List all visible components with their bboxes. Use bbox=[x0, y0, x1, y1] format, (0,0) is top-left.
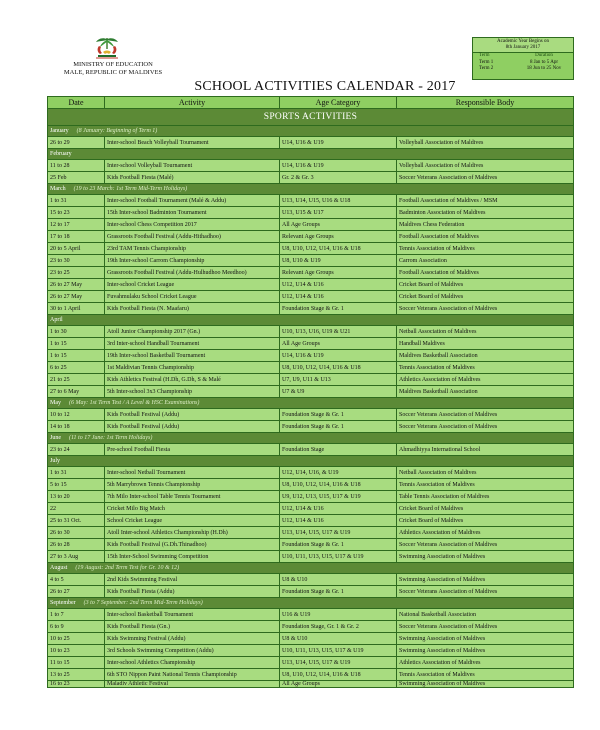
month-note bbox=[63, 317, 71, 323]
month-row bbox=[48, 456, 574, 467]
month-header bbox=[48, 598, 574, 609]
age-category-cell: U8, U10, U12, U14, U16 & U18 bbox=[280, 362, 397, 374]
date-cell: 20 to 5 April bbox=[48, 243, 105, 255]
responsible-body-cell: Cricket Board of Maldives bbox=[397, 279, 574, 291]
responsible-body-cell: Soccer Veterans Association of Maldives bbox=[397, 409, 574, 421]
month-row bbox=[48, 598, 574, 609]
activity-cell: Pre-school Football Fiesta bbox=[105, 444, 280, 456]
month-note: (11 to 17 June: 1st Term Holidays) bbox=[69, 435, 153, 441]
table-row bbox=[48, 527, 574, 539]
month-note: (3 to 7 September: 2nd Term Mid-Term Holidays) bbox=[83, 600, 203, 606]
activity-cell: Atoll Junior Championship 2017 (Gn.) bbox=[105, 326, 280, 338]
responsible-body-cell: Athletics Association of Maldives bbox=[397, 374, 574, 386]
table-row bbox=[48, 326, 574, 338]
responsible-body-cell: Football Association of Maldives bbox=[397, 231, 574, 243]
activity-cell: 5th Inter-school 3x3 Championship bbox=[105, 386, 280, 398]
academic-year-start: 8th January 2017 bbox=[505, 45, 541, 50]
responsible-body-cell: Soccer Veterans Association of Maldives bbox=[397, 303, 574, 315]
table-row bbox=[48, 657, 574, 669]
date-cell: 21 to 25 bbox=[48, 374, 105, 386]
table-row bbox=[48, 479, 574, 491]
month-row bbox=[48, 398, 574, 409]
month-header bbox=[48, 456, 574, 467]
date-cell: 27 to 6 May bbox=[48, 386, 105, 398]
table-row bbox=[48, 231, 574, 243]
responsible-body-cell: Swimming Association of Maldives bbox=[397, 633, 574, 645]
month-name: September bbox=[50, 600, 76, 606]
age-category-cell: All Age Groups bbox=[280, 219, 397, 231]
age-category-cell: U13, U15 & U17 bbox=[280, 207, 397, 219]
age-category-cell: U8 & U10 bbox=[280, 574, 397, 586]
activity-cell: 2nd Kids Swimming Festival bbox=[105, 574, 280, 586]
age-category-cell: All Age Groups bbox=[280, 681, 397, 688]
date-cell: 27 to 3 Aug bbox=[48, 551, 105, 563]
age-category-cell: U12, U14 & U16 bbox=[280, 503, 397, 515]
age-category-cell: U14, U16 & U19 bbox=[280, 350, 397, 362]
responsible-body-cell: Table Tennis Association of Maldives bbox=[397, 491, 574, 503]
activity-cell: 15th Inter-School Swimming Competition bbox=[105, 551, 280, 563]
table-row bbox=[48, 255, 574, 267]
month-name: June bbox=[50, 435, 61, 441]
age-category-cell: U8, U10, U12, U14, U16 & U18 bbox=[280, 669, 397, 681]
month-name: May bbox=[50, 400, 61, 406]
activity-cell: Kids Football Festival (G.Dh.Thinadhoo) bbox=[105, 539, 280, 551]
table-row bbox=[48, 609, 574, 621]
responsible-body-cell: Netball Association of Maldives bbox=[397, 467, 574, 479]
table-row bbox=[48, 515, 574, 527]
activity-cell: 6th STO Nippon Paint National Tennis Championship bbox=[105, 669, 280, 681]
responsible-body-cell: Tennis Association of Maldives bbox=[397, 362, 574, 374]
responsible-body-cell: Cricket Board of Maldives bbox=[397, 503, 574, 515]
table-row bbox=[48, 574, 574, 586]
responsible-body-cell: Football Association of Maldives / MSM bbox=[397, 195, 574, 207]
responsible-body-cell: National Basketball Association bbox=[397, 609, 574, 621]
activity-cell: 15th Inter-school Badminton Tournament bbox=[105, 207, 280, 219]
responsible-body-cell: Soccer Veterans Association of Maldives bbox=[397, 421, 574, 433]
date-cell: 15 to 23 bbox=[48, 207, 105, 219]
age-category-cell: U8 & U10 bbox=[280, 633, 397, 645]
activity-cell: 7th Milo Inter-school Table Tennis Tournament bbox=[105, 491, 280, 503]
date-cell: 30 to 1 April bbox=[48, 303, 105, 315]
month-header bbox=[48, 149, 574, 160]
month-note: (6 May: 1st Term Test / A Level & HSC Examinations) bbox=[69, 400, 200, 406]
month-header bbox=[48, 126, 574, 137]
age-category-cell: Foundation Stage, Gr. 1 & Gr. 2 bbox=[280, 621, 397, 633]
responsible-body-cell: Handball Maldives bbox=[397, 338, 574, 350]
age-category-cell: U8, U10 & U19 bbox=[280, 255, 397, 267]
date-cell: 16 to 23 bbox=[48, 681, 105, 688]
date-cell: 1 to 7 bbox=[48, 609, 105, 621]
date-cell: 25 to 31 Oct. bbox=[48, 515, 105, 527]
table-row bbox=[48, 669, 574, 681]
date-cell: 17 to 18 bbox=[48, 231, 105, 243]
activity-cell: 23rd TAM Tennis Championship bbox=[105, 243, 280, 255]
table-row bbox=[48, 386, 574, 398]
age-category-cell: U7 & U9 bbox=[280, 386, 397, 398]
date-cell: 6 to 9 bbox=[48, 621, 105, 633]
date-cell: 11 to 15 bbox=[48, 657, 105, 669]
activity-column-header: Activity bbox=[105, 97, 280, 109]
activity-cell: Inter-school Netball Tournament bbox=[105, 467, 280, 479]
date-cell: 1 to 31 bbox=[48, 195, 105, 207]
responsible-body-cell: Cricket Board of Maldives bbox=[397, 515, 574, 527]
date-cell: 25 Feb bbox=[48, 172, 105, 184]
date-cell: 6 to 25 bbox=[48, 362, 105, 374]
table-row bbox=[48, 621, 574, 633]
age-category-cell: Foundation Stage & Gr. 1 bbox=[280, 586, 397, 598]
age-category-cell: U9, U12, U13, U15, U17 & U19 bbox=[280, 491, 397, 503]
date-cell: 22 bbox=[48, 503, 105, 515]
activity-cell: 3rd Schools Swimming Competition (Addu) bbox=[105, 645, 280, 657]
month-name: January bbox=[50, 128, 69, 134]
activity-cell: 19th Inter-school Basketball Tournament bbox=[105, 350, 280, 362]
date-cell: 23 to 24 bbox=[48, 444, 105, 456]
table-row bbox=[48, 267, 574, 279]
date-cell: 23 to 25 bbox=[48, 267, 105, 279]
date-cell: 26 to 27 bbox=[48, 586, 105, 598]
responsible-body-column-header: Responsible Body bbox=[397, 97, 574, 109]
term-row bbox=[473, 66, 573, 73]
term-name: Term 1 bbox=[479, 59, 494, 65]
table-row bbox=[48, 362, 574, 374]
date-cell: 1 to 15 bbox=[48, 350, 105, 362]
age-category-cell: U16 & U19 bbox=[280, 609, 397, 621]
responsible-body-cell: Swimming Association of Maldives bbox=[397, 645, 574, 657]
table-row bbox=[48, 409, 574, 421]
responsible-body-cell: Tennis Association of Maldives bbox=[397, 669, 574, 681]
table-row bbox=[48, 338, 574, 350]
date-cell: 4 to 5 bbox=[48, 574, 105, 586]
age-category-cell: All Age Groups bbox=[280, 338, 397, 350]
date-cell: 26 to 27 May bbox=[48, 279, 105, 291]
activity-cell: Inter-school Athletics Championship bbox=[105, 657, 280, 669]
activity-cell: Inter-school Basketball Tournament bbox=[105, 609, 280, 621]
date-cell: 26 to 28 bbox=[48, 539, 105, 551]
table-row bbox=[48, 172, 574, 184]
month-row bbox=[48, 126, 574, 137]
table-body bbox=[48, 109, 574, 688]
activity-cell: Inter-school Chess Competition 2017 bbox=[105, 219, 280, 231]
age-category-cell: U14, U16 & U19 bbox=[280, 137, 397, 149]
date-cell: 26 to 29 bbox=[48, 137, 105, 149]
date-cell: 1 to 31 bbox=[48, 467, 105, 479]
age-category-cell: U13, U14, U15, U17 & U19 bbox=[280, 657, 397, 669]
month-header bbox=[48, 433, 574, 444]
term-name: Term 2 bbox=[479, 66, 494, 72]
month-note bbox=[60, 458, 68, 464]
month-name: July bbox=[50, 458, 61, 464]
responsible-body-cell: Soccer Veterans Association of Maldives bbox=[397, 172, 574, 184]
responsible-body-cell: Maldives Basketball Association bbox=[397, 386, 574, 398]
table-row bbox=[48, 551, 574, 563]
table-row bbox=[48, 681, 574, 688]
age-category-cell: U8, U10, U12, U14, U16 & U18 bbox=[280, 243, 397, 255]
age-category-cell: Relevant Age Groups bbox=[280, 267, 397, 279]
responsible-body-cell: Netball Association of Maldives bbox=[397, 326, 574, 338]
activity-cell: Kids Football Fiesta (Malé) bbox=[105, 172, 280, 184]
date-cell: 12 to 17 bbox=[48, 219, 105, 231]
date-cell: 13 to 20 bbox=[48, 491, 105, 503]
date-cell: 1 to 15 bbox=[48, 338, 105, 350]
activity-cell: School Cricket League bbox=[105, 515, 280, 527]
date-cell: 23 to 30 bbox=[48, 255, 105, 267]
activity-cell: Kids Athletics Festival (H.Dh, G.Dh, S & Malé bbox=[105, 374, 280, 386]
table-row bbox=[48, 243, 574, 255]
month-note: (8 January: Beginning of Term 1) bbox=[76, 128, 158, 134]
activity-cell: 1st Maldivian Tennis Championship bbox=[105, 362, 280, 374]
age-category-cell: Foundation Stage & Gr. 1 bbox=[280, 421, 397, 433]
table-row bbox=[48, 207, 574, 219]
section-row bbox=[48, 109, 574, 126]
responsible-body-cell: Badminton Association of Maldives bbox=[397, 207, 574, 219]
activity-cell: Maladiv Athletic Festival bbox=[105, 681, 280, 688]
age-category-cell: Relevant Age Groups bbox=[280, 231, 397, 243]
activity-cell: Inter-school Beach Volleyball Tournament bbox=[105, 137, 280, 149]
month-name: August bbox=[50, 565, 68, 571]
responsible-body-cell: Maldives Chess Federation bbox=[397, 219, 574, 231]
activities-table bbox=[47, 96, 574, 688]
table-row bbox=[48, 279, 574, 291]
responsible-body-cell: Athletics Association of Maldives bbox=[397, 657, 574, 669]
age-category-cell: Foundation Stage & Gr. 1 bbox=[280, 409, 397, 421]
date-cell: 26 to 27 May bbox=[48, 291, 105, 303]
date-cell: 14 to 18 bbox=[48, 421, 105, 433]
table-row bbox=[48, 291, 574, 303]
age-category-cell: U12, U14 & U16 bbox=[280, 279, 397, 291]
responsible-body-cell: Soccer Veterans Association of Maldives bbox=[397, 586, 574, 598]
month-note: (19 to 23 March: 1st Term Mid-Term Holidays) bbox=[73, 186, 188, 192]
term-duration: 18 Jun to 25 Nov bbox=[526, 66, 562, 72]
activity-cell: Kids Football Fiesta (N. Maafaru) bbox=[105, 303, 280, 315]
age-category-cell: U12, U14, U16, & U19 bbox=[280, 467, 397, 479]
table-row bbox=[48, 645, 574, 657]
table-row bbox=[48, 467, 574, 479]
month-row bbox=[48, 149, 574, 160]
date-cell: 13 to 25 bbox=[48, 669, 105, 681]
responsible-body-cell: Cricket Board of Maldives bbox=[397, 291, 574, 303]
age-category-cell: U13, U14, U15, U16 & U18 bbox=[280, 195, 397, 207]
date-cell: 26 to 30 bbox=[48, 527, 105, 539]
activity-cell: 5th Marrybrown Tennis Championship bbox=[105, 479, 280, 491]
age-category-cell: Foundation Stage & Gr. 1 bbox=[280, 303, 397, 315]
age-category-cell: Gr. 2 & Gr. 3 bbox=[280, 172, 397, 184]
responsible-body-cell: Tennis Association of Maldives bbox=[397, 243, 574, 255]
month-name: March bbox=[50, 186, 66, 192]
table-row bbox=[48, 195, 574, 207]
ministry-name: MINISTRY OF EDUCATION bbox=[73, 61, 153, 68]
table-row bbox=[48, 586, 574, 598]
activity-cell: Grassroots Football Festival (Addu-Hithadhoo) bbox=[105, 231, 280, 243]
age-category-cell: U12, U14 & U16 bbox=[280, 291, 397, 303]
age-category-cell: U14, U16 & U19 bbox=[280, 160, 397, 172]
activity-cell: 3rd Inter-school Handball Tournament bbox=[105, 338, 280, 350]
activity-cell: Kids Football Festival (Addu) bbox=[105, 409, 280, 421]
responsible-body-cell: Maldives Basketball Association bbox=[397, 350, 574, 362]
activity-cell: Inter-school Football Tournament (Malé & Addu) bbox=[105, 195, 280, 207]
date-cell: 10 to 25 bbox=[48, 633, 105, 645]
month-note bbox=[72, 151, 80, 157]
activity-cell: Atoll Inter-school Athletics Championship (H.Dh) bbox=[105, 527, 280, 539]
table-row bbox=[48, 421, 574, 433]
age-category-cell: Foundation Stage bbox=[280, 444, 397, 456]
activity-cell: Kids Football Fiesta (Gn.) bbox=[105, 621, 280, 633]
table-row bbox=[48, 219, 574, 231]
term-table bbox=[473, 53, 573, 73]
section-title: SPORTS ACTIVITIES bbox=[48, 109, 574, 126]
month-row bbox=[48, 563, 574, 574]
month-name: April bbox=[50, 317, 63, 323]
table-row bbox=[48, 303, 574, 315]
month-header bbox=[48, 398, 574, 409]
responsible-body-cell: Soccer Veterans Association of Maldives bbox=[397, 621, 574, 633]
activity-cell: 19th Inter-school Carrom Championship bbox=[105, 255, 280, 267]
table-row bbox=[48, 444, 574, 456]
date-cell: 10 to 12 bbox=[48, 409, 105, 421]
month-name: February bbox=[50, 151, 72, 157]
date-cell: 11 to 28 bbox=[48, 160, 105, 172]
responsible-body-cell: Athletics Association of Maldives bbox=[397, 527, 574, 539]
maldives-emblem-icon bbox=[90, 36, 124, 60]
responsible-body-cell: Ahmadhiyya International School bbox=[397, 444, 574, 456]
activity-cell: Fuvahmulaku School Cricket League bbox=[105, 291, 280, 303]
academic-year-title: Academic Year Begins on bbox=[497, 39, 549, 44]
activity-cell: Inter-school Volleyball Tournament bbox=[105, 160, 280, 172]
activity-cell: Cricket Milo Big Match bbox=[105, 503, 280, 515]
activity-cell: Kids Football Festival (Addu) bbox=[105, 421, 280, 433]
age-category-cell: U10, U13, U16, U19 & U21 bbox=[280, 326, 397, 338]
table-row bbox=[48, 539, 574, 551]
table-row bbox=[48, 374, 574, 386]
table-row bbox=[48, 503, 574, 515]
month-row bbox=[48, 433, 574, 444]
responsible-body-cell: Swimming Association of Maldives bbox=[397, 574, 574, 586]
age-category-cell: Foundation Stage & Gr. 1 bbox=[280, 539, 397, 551]
page-title: SCHOOL ACTIVITIES CALENDAR - 2017 bbox=[194, 79, 456, 94]
table-row bbox=[48, 350, 574, 362]
age-category-cell: U10, U11, U13, U15, U17 & U19 bbox=[280, 551, 397, 563]
age-category-cell: U13, U14, U15, U17 & U19 bbox=[280, 527, 397, 539]
month-note: (19 August: 2nd Term Test for Gr. 10 & 12) bbox=[75, 565, 180, 571]
month-header bbox=[48, 315, 574, 326]
age-category-cell: U12, U14 & U16 bbox=[280, 515, 397, 527]
responsible-body-cell: Carrom Association bbox=[397, 255, 574, 267]
table-row bbox=[48, 137, 574, 149]
age-category-cell: U10, U11, U13, U15, U17 & U19 bbox=[280, 645, 397, 657]
responsible-body-cell: Swimming Association of Maldives bbox=[397, 681, 574, 688]
academic-year-header bbox=[473, 38, 573, 53]
responsible-body-cell: Swimming Association of Maldives bbox=[397, 551, 574, 563]
term-duration: 8 Jan to 5 Apr bbox=[529, 59, 559, 65]
date-cell: 5 to 15 bbox=[48, 479, 105, 491]
date-cell: 1 to 30 bbox=[48, 326, 105, 338]
table-row bbox=[48, 633, 574, 645]
month-header bbox=[48, 563, 574, 574]
activity-cell: Kids Football Fiesta (Addu) bbox=[105, 586, 280, 598]
activity-cell: Inter-school Cricket League bbox=[105, 279, 280, 291]
age-category-cell: U8, U10, U12, U14, U16 & U18 bbox=[280, 479, 397, 491]
activity-cell: Grassroots Football Festival (Addu-Hulhudhoo Meedhoo) bbox=[105, 267, 280, 279]
table-row bbox=[48, 491, 574, 503]
responsible-body-cell: Volleyball Association of Maldives bbox=[397, 160, 574, 172]
month-header bbox=[48, 184, 574, 195]
academic-year-box bbox=[472, 37, 574, 80]
month-row bbox=[48, 184, 574, 195]
responsible-body-cell: Tennis Association of Maldives bbox=[397, 479, 574, 491]
ministry-block bbox=[58, 61, 168, 77]
date-column-header: Date bbox=[48, 97, 105, 109]
activity-cell: Kids Swimming Festival (Addu) bbox=[105, 633, 280, 645]
ministry-address: MALE, REPUBLIC OF MALDIVES bbox=[63, 69, 163, 76]
table-row bbox=[48, 160, 574, 172]
table-header-row bbox=[48, 97, 574, 109]
responsible-body-cell: Volleyball Association of Maldives bbox=[397, 137, 574, 149]
date-cell: 10 to 23 bbox=[48, 645, 105, 657]
age-category-cell: U7, U9, U11 & U13 bbox=[280, 374, 397, 386]
duration-col-header: Duration bbox=[535, 53, 553, 59]
responsible-body-cell: Soccer Veterans Association of Maldives bbox=[397, 539, 574, 551]
age-category-column-header: Age Category bbox=[280, 97, 397, 109]
term-col-header: Term bbox=[479, 53, 490, 59]
month-row bbox=[48, 315, 574, 326]
responsible-body-cell: Football Association of Maldives bbox=[397, 267, 574, 279]
